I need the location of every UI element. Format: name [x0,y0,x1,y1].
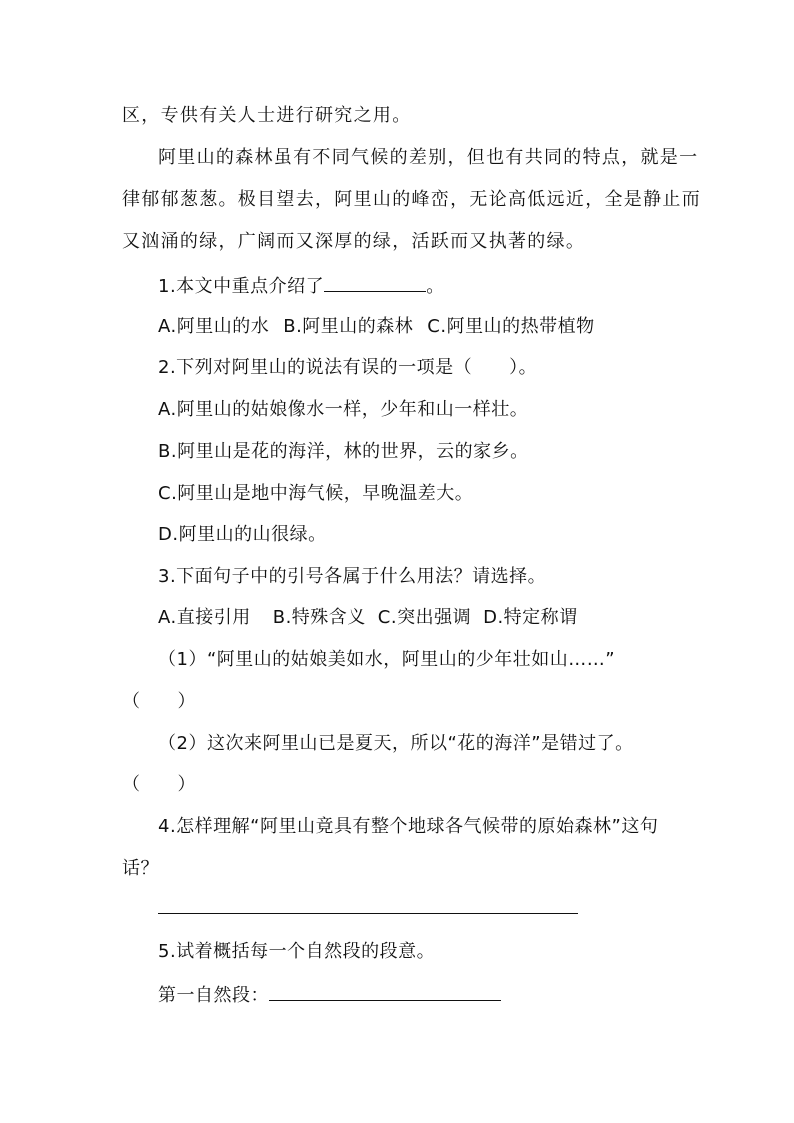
question-3-option-a[interactable]: A.直接引用 [158,607,251,628]
passage-line-2: 阿里山的森林虽有不同气候的差别，但也有共同的特点，就是一 [158,147,699,168]
question-3-item-2-answer[interactable]: （ ） [122,774,196,795]
question-3-option-c[interactable]: C.突出强调 [377,607,472,628]
question-2-option-c[interactable]: C.阿里山是地中海气候，早晚温差大。 [158,483,474,504]
question-4-answer-line[interactable] [158,913,578,914]
question-3-item-1: （1）“阿里山的姑娘美如水，阿里山的少年壮如山……” [158,649,616,670]
question-1-end: 。 [426,276,445,297]
question-2-option-a[interactable]: A.阿里山的姑娘像水一样，少年和山一样壮。 [158,399,529,420]
question-3-item-2: （2）这次来阿里山已是夏天，所以“花的海洋”是错过了。 [158,733,634,754]
passage-line-4: 又汹涌的绿，广阔而又深厚的绿，活跃而又执著的绿。 [122,231,586,252]
question-1-option-c[interactable]: C.阿里山的热带植物 [427,316,595,337]
question-5-para1-label: 第一自然段： [158,985,269,1006]
question-4-stem-line-1: 4.怎样理解“阿里山竟具有整个地球各气候带的原始森林”这句 [158,816,659,837]
question-5-para1 [158,982,501,1008]
question-1-stem [158,273,445,299]
question-3-option-b[interactable]: B.特殊含义 [272,607,366,628]
question-4-stem-line-2: 话？ [122,858,159,879]
question-5-para1-blank[interactable] [269,982,501,1001]
question-1-option-a[interactable]: A.阿里山的水 [158,316,270,337]
question-2-stem: 2.下列对阿里山的说法有误的一项是（ ）。 [158,357,538,378]
question-1-blank[interactable] [324,273,426,292]
passage-line-3: 律郁郁葱葱。极目望去，阿里山的峰峦，无论高低远近，全是静止而 [122,189,701,210]
question-3-option-d[interactable]: D.特定称谓 [483,607,578,628]
question-1-options [158,315,595,339]
question-2-option-d[interactable]: D.阿里山的山很绿。 [158,524,327,545]
question-3-stem: 3.下面句子中的引号各属于什么用法？请选择。 [158,566,547,587]
question-5-stem: 5.试着概括每一个自然段的段意。 [158,941,436,962]
passage-line-1: 区，专供有关人士进行研究之用。 [122,105,412,126]
question-3-item-1-answer[interactable]: （ ） [122,691,196,712]
question-3-options [158,606,578,630]
question-1-text: 1.本文中重点介绍了 [158,276,325,297]
question-2-option-b[interactable]: B.阿里山是花的海洋，林的世界，云的家乡。 [158,441,529,462]
question-1-option-b[interactable]: B.阿里山的森林 [283,316,414,337]
